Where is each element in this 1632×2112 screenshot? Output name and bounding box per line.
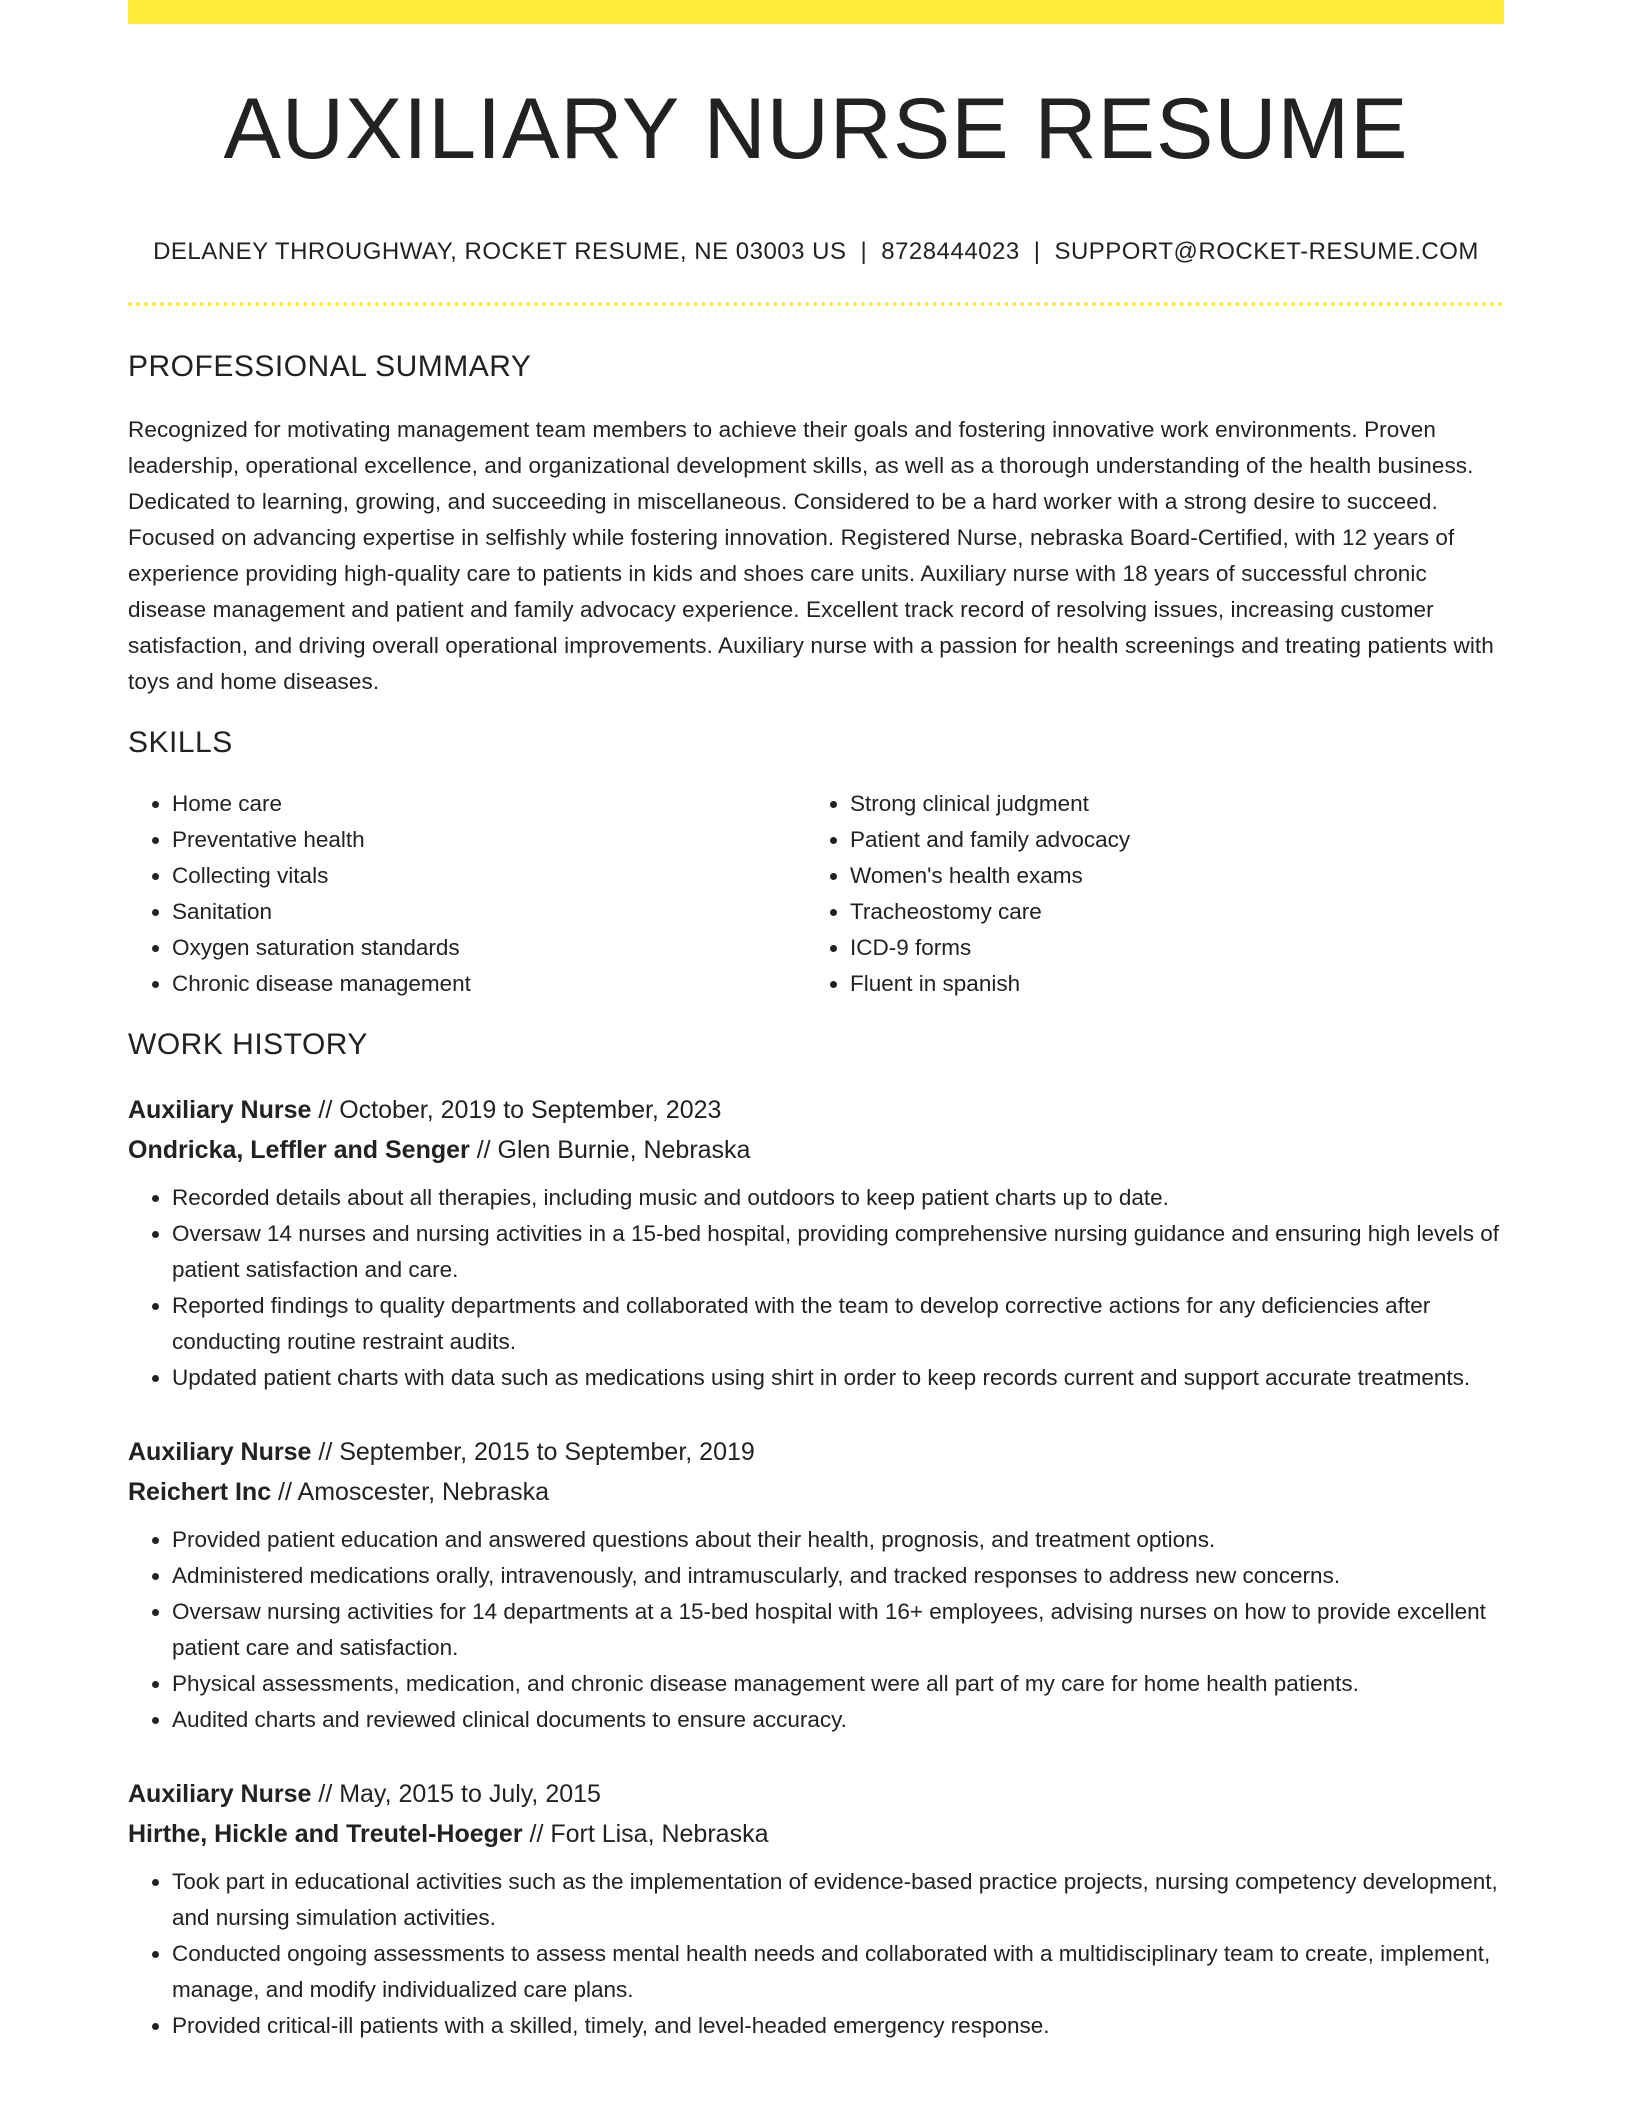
job-bullet: • Oversaw 14 nurses and nursing activities in a 15-bed hospital, providing comprehensive nursing guidance and ensuring high levels of patient satisfaction and care. <box>172 1216 1504 1288</box>
job-company-line <box>128 1472 1504 1512</box>
skill-item: • Preventative health <box>172 822 806 858</box>
contact-separator: | <box>860 238 868 266</box>
job-company-line <box>128 1130 1504 1170</box>
skill-item: • Strong clinical judgment <box>850 786 1484 822</box>
skill-item: • Collecting vitals <box>172 858 806 894</box>
job-dates: // September, 2015 to September, 2019 <box>311 1438 755 1467</box>
dotted-divider <box>128 302 1504 306</box>
summary-text: Recognized for motivating management team members to achieve their goals and fostering innovative work environments. Proven leadership, operational excellence, and organizational development skills, as well as a thorough understanding of the health business. Dedicated to learning, growing, and succeeding in miscellaneous. Considered to be a hard worker with a strong desire to succeed. Focused on advancing expertise in selfishly while fostering innovation. Registered Nurse, nebraska Board-Certified, with 12 years of experience providing high-quality care to patients in kids and shoes care units. Auxiliary nurse with 18 years of successful chronic disease management and patient and family advocacy experience. Excellent track record of resolving issues, increasing customer satisfaction, and driving overall operational improvements. Auxiliary nurse with a passion for health screenings and treating patients with toys and home diseases. <box>128 417 1494 695</box>
job-location: // Amoscester, Nebraska <box>271 1478 550 1507</box>
skill-item: • Home care <box>172 786 806 822</box>
job-bullet: • Reported findings to quality departments and collaborated with the team to develop corrective actions for any deficiencies after conducting routine restraint audits. <box>172 1288 1504 1360</box>
job-bullet: • Provided critical-ill patients with a skilled, timely, and level-headed emergency response. <box>172 2008 1504 2044</box>
job-bullet: • Physical assessments, medication, and chronic disease management were all part of my care for home health patients. <box>172 1666 1504 1702</box>
skill-item: • Sanitation <box>172 894 806 930</box>
job-bullet: • Took part in educational activities such as the implementation of evidence-based practice projects, nursing competency development, and nursing simulation activities. <box>172 1864 1504 1936</box>
contact-phone: 8728444023 <box>881 238 1020 266</box>
contact-email[interactable]: SUPPORT@ROCKET-RESUME.COM <box>1054 238 1479 266</box>
job-bullet: • Conducted ongoing assessments to assess mental health needs and collaborated with a multidisciplinary team to create, implement, manage, and modify individualized care plans. <box>172 1936 1504 2008</box>
job-title-line <box>128 1432 1504 1472</box>
resume-page <box>128 0 1504 2044</box>
summary-heading: PROFESSIONAL SUMMARY <box>128 350 532 384</box>
job-entry <box>128 1090 1504 1396</box>
job-location: // Fort Lisa, Nebraska <box>522 1820 769 1849</box>
job-bullets <box>128 1864 1504 2044</box>
skill-item: • Tracheostomy care <box>850 894 1484 930</box>
job-bullet: • Updated patient charts with data such as medications using shirt in order to keep records current and support accurate treatments. <box>172 1360 1504 1396</box>
job-entry <box>128 1774 1504 2044</box>
contact-separator: | <box>1033 238 1041 266</box>
job-role: Auxiliary Nurse <box>128 1780 312 1809</box>
job-bullets <box>128 1180 1504 1396</box>
skill-item: • Women's health exams <box>850 858 1484 894</box>
job-company: Hirthe, Hickle and Treutel-Hoeger <box>128 1820 523 1849</box>
job-title-line <box>128 1090 1504 1130</box>
top-accent-bar <box>128 0 1504 24</box>
resume-title: AUXILIARY NURSE RESUME <box>223 81 1409 177</box>
job-location: // Glen Burnie, Nebraska <box>469 1136 751 1165</box>
skills-heading: SKILLS <box>128 726 233 760</box>
skills-list <box>128 786 1504 1002</box>
skill-item: • Fluent in spanish <box>850 966 1484 1002</box>
job-role: Auxiliary Nurse <box>128 1096 312 1125</box>
skills-column-left <box>128 786 806 1002</box>
work-history-heading: WORK HISTORY <box>128 1028 368 1062</box>
skill-item: • Chronic disease management <box>172 966 806 1002</box>
skills-column-right <box>806 786 1484 1002</box>
job-bullet: • Provided patient education and answered questions about their health, prognosis, and treatment options. <box>172 1522 1504 1558</box>
job-dates: // May, 2015 to July, 2015 <box>311 1780 601 1809</box>
skill-item: • ICD-9 forms <box>850 930 1484 966</box>
job-company: Ondricka, Leffler and Senger <box>128 1136 470 1165</box>
skill-item: • Patient and family advocacy <box>850 822 1484 858</box>
contact-line <box>128 238 1504 266</box>
job-role: Auxiliary Nurse <box>128 1438 312 1467</box>
job-entry <box>128 1432 1504 1738</box>
job-company-line <box>128 1814 1504 1854</box>
job-dates: // October, 2019 to September, 2023 <box>311 1096 722 1125</box>
contact-address: DELANEY THROUGHWAY, ROCKET RESUME, NE 03003 US <box>153 238 847 266</box>
job-bullet: • Oversaw nursing activities for 14 departments at a 15-bed hospital with 16+ employees, advising nurses on how to provide excellent patient care and satisfaction. <box>172 1594 1504 1666</box>
job-bullet: • Audited charts and reviewed clinical documents to ensure accuracy. <box>172 1702 1504 1738</box>
skill-item: • Oxygen saturation standards <box>172 930 806 966</box>
job-title-line <box>128 1774 1504 1814</box>
job-bullet: • Administered medications orally, intravenously, and intramuscularly, and tracked responses to address new concerns. <box>172 1558 1504 1594</box>
job-bullets <box>128 1522 1504 1738</box>
job-company: Reichert Inc <box>128 1478 272 1507</box>
job-bullet: • Recorded details about all therapies, including music and outdoors to keep patient charts up to date. <box>172 1180 1504 1216</box>
